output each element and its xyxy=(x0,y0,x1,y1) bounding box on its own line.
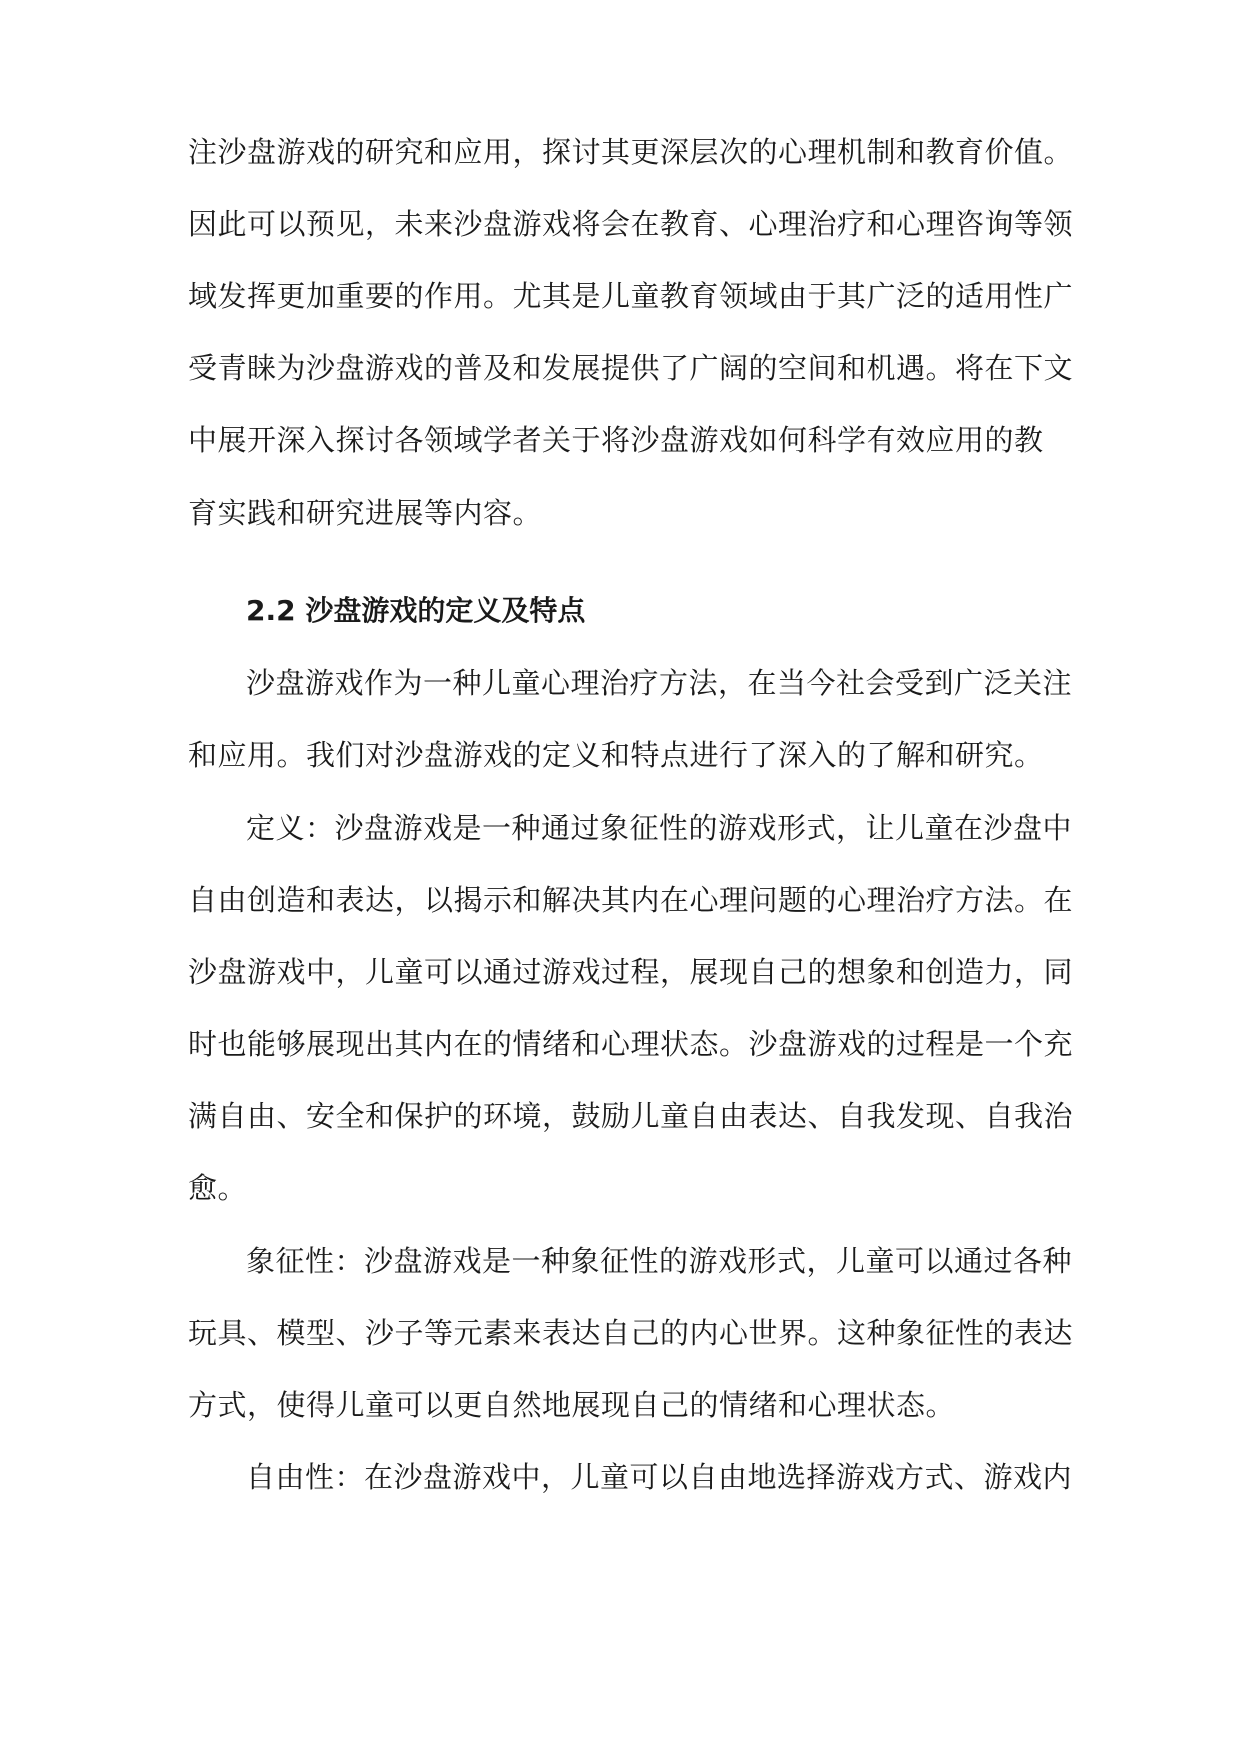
text-line: 和应用。我们对沙盘游戏的定义和特点进行了深入的了解和研究。 xyxy=(188,738,1044,772)
text-line: 定义：沙盘游戏是一种通过象征性的游戏形式，让儿童在沙盘中 xyxy=(246,811,1073,845)
text-line: 自由创造和表达，以揭示和解决其内在心理问题的心理治疗方法。在 xyxy=(188,883,1074,917)
text-line: 玩具、模型、沙子等元素来表达自己的内心世界。这种象征性的表达 xyxy=(188,1316,1074,1350)
text-line: 愈。 xyxy=(188,1171,248,1205)
text-line: 方式，使得儿童可以更自然地展现自己的情绪和心理状态。 xyxy=(188,1388,956,1422)
text-line: 域发挥更加重要的作用。尤其是儿童教育领域由于其广泛的适用性广 xyxy=(188,279,1074,313)
text-line: 沙盘游戏作为一种儿童心理治疗方法，在当今社会受到广泛关注 xyxy=(246,666,1073,700)
text-line: 因此可以预见，未来沙盘游戏将会在教育、心理治疗和心理咨询等领 xyxy=(188,207,1074,241)
text-line: 注沙盘游戏的研究和应用，探讨其更深层次的心理机制和教育价值。 xyxy=(188,135,1074,169)
text-line: 受青睐为沙盘游戏的普及和发展提供了广阔的空间和机遇。将在下文 xyxy=(188,351,1074,385)
text-line: 中展开深入探讨各领域学者关于将沙盘游戏如何科学有效应用的教 xyxy=(188,423,1044,457)
text-line: 象征性：沙盘游戏是一种象征性的游戏形式，儿童可以通过各种 xyxy=(246,1244,1073,1278)
text-line: 沙盘游戏中，儿童可以通过游戏过程，展现自己的想象和创造力，同 xyxy=(188,955,1074,989)
text-line: 时也能够展现出其内在的情绪和心理状态。沙盘游戏的过程是一个充 xyxy=(188,1027,1074,1061)
text-line: 育实践和研究进展等内容。 xyxy=(188,496,543,530)
text-line: 自由性：在沙盘游戏中，儿童可以自由地选择游戏方式、游戏内 xyxy=(246,1460,1073,1494)
section-heading: 2.2 沙盘游戏的定义及特点 xyxy=(246,594,586,627)
text-line: 满自由、安全和保护的环境，鼓励儿童自由表达、自我发现、自我治 xyxy=(188,1099,1074,1133)
